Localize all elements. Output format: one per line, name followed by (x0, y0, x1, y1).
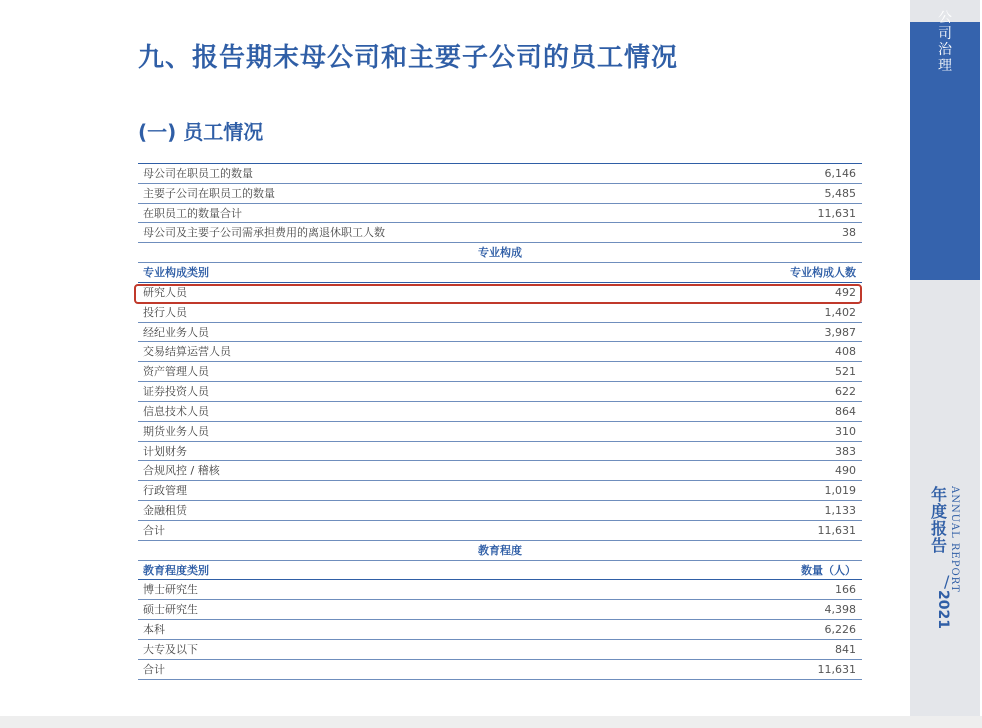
row-value: 3,987 (824, 325, 856, 339)
report-year: 2021 (935, 590, 951, 629)
row-label: 行政管理 (143, 484, 187, 498)
page-bottom-strip (0, 716, 982, 728)
row-label: 合规风控 / 稽核 (143, 464, 220, 478)
table-row (138, 640, 862, 660)
row-value: 11,631 (817, 206, 856, 220)
row-label: 计划财务 (143, 444, 187, 458)
row-label: 母公司在职员工的数量 (143, 167, 253, 180)
table-row (138, 442, 862, 462)
row-value: 864 (835, 404, 856, 418)
table-row (138, 323, 862, 343)
row-value: 492 (835, 285, 856, 299)
row-label: 交易结算运营人员 (143, 345, 231, 359)
row-value: 1,019 (824, 484, 856, 498)
table-row (138, 501, 862, 521)
row-value: 521 (835, 365, 856, 379)
table-row (138, 402, 862, 422)
row-label: 合计 (143, 523, 165, 537)
employee-table (138, 163, 862, 680)
row-value: 841 (835, 642, 856, 656)
row-label: 研究人员 (143, 285, 187, 299)
row-label: 博士研究生 (143, 583, 198, 597)
row-value: 4,398 (824, 603, 856, 617)
table-row-total (138, 521, 862, 541)
row-label: 证券投资人员 (143, 385, 209, 399)
row-label: 合计 (143, 662, 165, 676)
table-row (138, 184, 862, 204)
table-row-highlighted (138, 283, 862, 303)
table-row (138, 481, 862, 501)
row-value: 383 (835, 444, 856, 458)
row-label: 大专及以下 (143, 642, 198, 656)
row-value: 11,631 (817, 523, 856, 537)
row-value: 11,631 (817, 662, 856, 676)
table-row-total (138, 660, 862, 680)
row-value: 6,226 (824, 623, 856, 637)
section-heading-professional (138, 243, 862, 263)
row-label: 投行人员 (143, 305, 187, 319)
annual-report-label-en: ANNUAL REPORT (949, 486, 960, 593)
section-title: (一) 员工情况 (138, 120, 264, 144)
row-label: 母公司及主要子公司需承担费用的离退休职工人数 (143, 226, 385, 240)
table-row (138, 223, 862, 243)
row-value: 6,146 (824, 167, 856, 180)
row-label: 资产管理人员 (143, 365, 209, 379)
section-heading-text: 专业构成 (478, 246, 522, 260)
row-label: 本科 (143, 623, 165, 637)
row-value: 1,402 (824, 305, 856, 319)
row-label: 经纪业务人员 (143, 325, 209, 339)
row-label: 在职员工的数量合计 (143, 206, 242, 220)
table-row (138, 580, 862, 600)
row-value: 166 (835, 583, 856, 597)
header-value: 数量（人） (801, 563, 856, 577)
table-row (138, 204, 862, 224)
table-row (138, 620, 862, 640)
column-header-professional (138, 263, 862, 283)
row-value: 310 (835, 424, 856, 438)
page-title: 九、报告期末母公司和主要子公司的员工情况 (138, 43, 679, 73)
column-header-education (138, 561, 862, 581)
row-label: 期货业务人员 (143, 424, 209, 438)
row-value: 490 (835, 464, 856, 478)
section-heading-education (138, 541, 862, 561)
table-row (138, 303, 862, 323)
chapter-tab-label: 公司治理 (938, 10, 952, 74)
row-label: 主要子公司在职员工的数量 (143, 186, 275, 200)
row-value: 38 (842, 226, 856, 240)
annual-report-slash: / (944, 572, 950, 591)
row-value: 408 (835, 345, 856, 359)
header-label: 专业构成类别 (143, 266, 209, 280)
table-row (138, 600, 862, 620)
header-value: 专业构成人数 (790, 266, 856, 280)
table-row (138, 164, 862, 184)
row-label: 硕士研究生 (143, 603, 198, 617)
row-value: 5,485 (824, 186, 856, 200)
table-row (138, 382, 862, 402)
table-row (138, 422, 862, 442)
row-label: 金融租赁 (143, 504, 187, 518)
annual-report-label-cn: 年度报告 (930, 485, 947, 555)
row-value: 622 (835, 385, 856, 399)
section-heading-text: 教育程度 (478, 543, 522, 557)
table-row (138, 461, 862, 481)
row-label: 信息技术人员 (143, 404, 209, 418)
table-row (138, 362, 862, 382)
row-value: 1,133 (824, 504, 856, 518)
table-row (138, 342, 862, 362)
header-label: 教育程度类别 (143, 563, 209, 577)
